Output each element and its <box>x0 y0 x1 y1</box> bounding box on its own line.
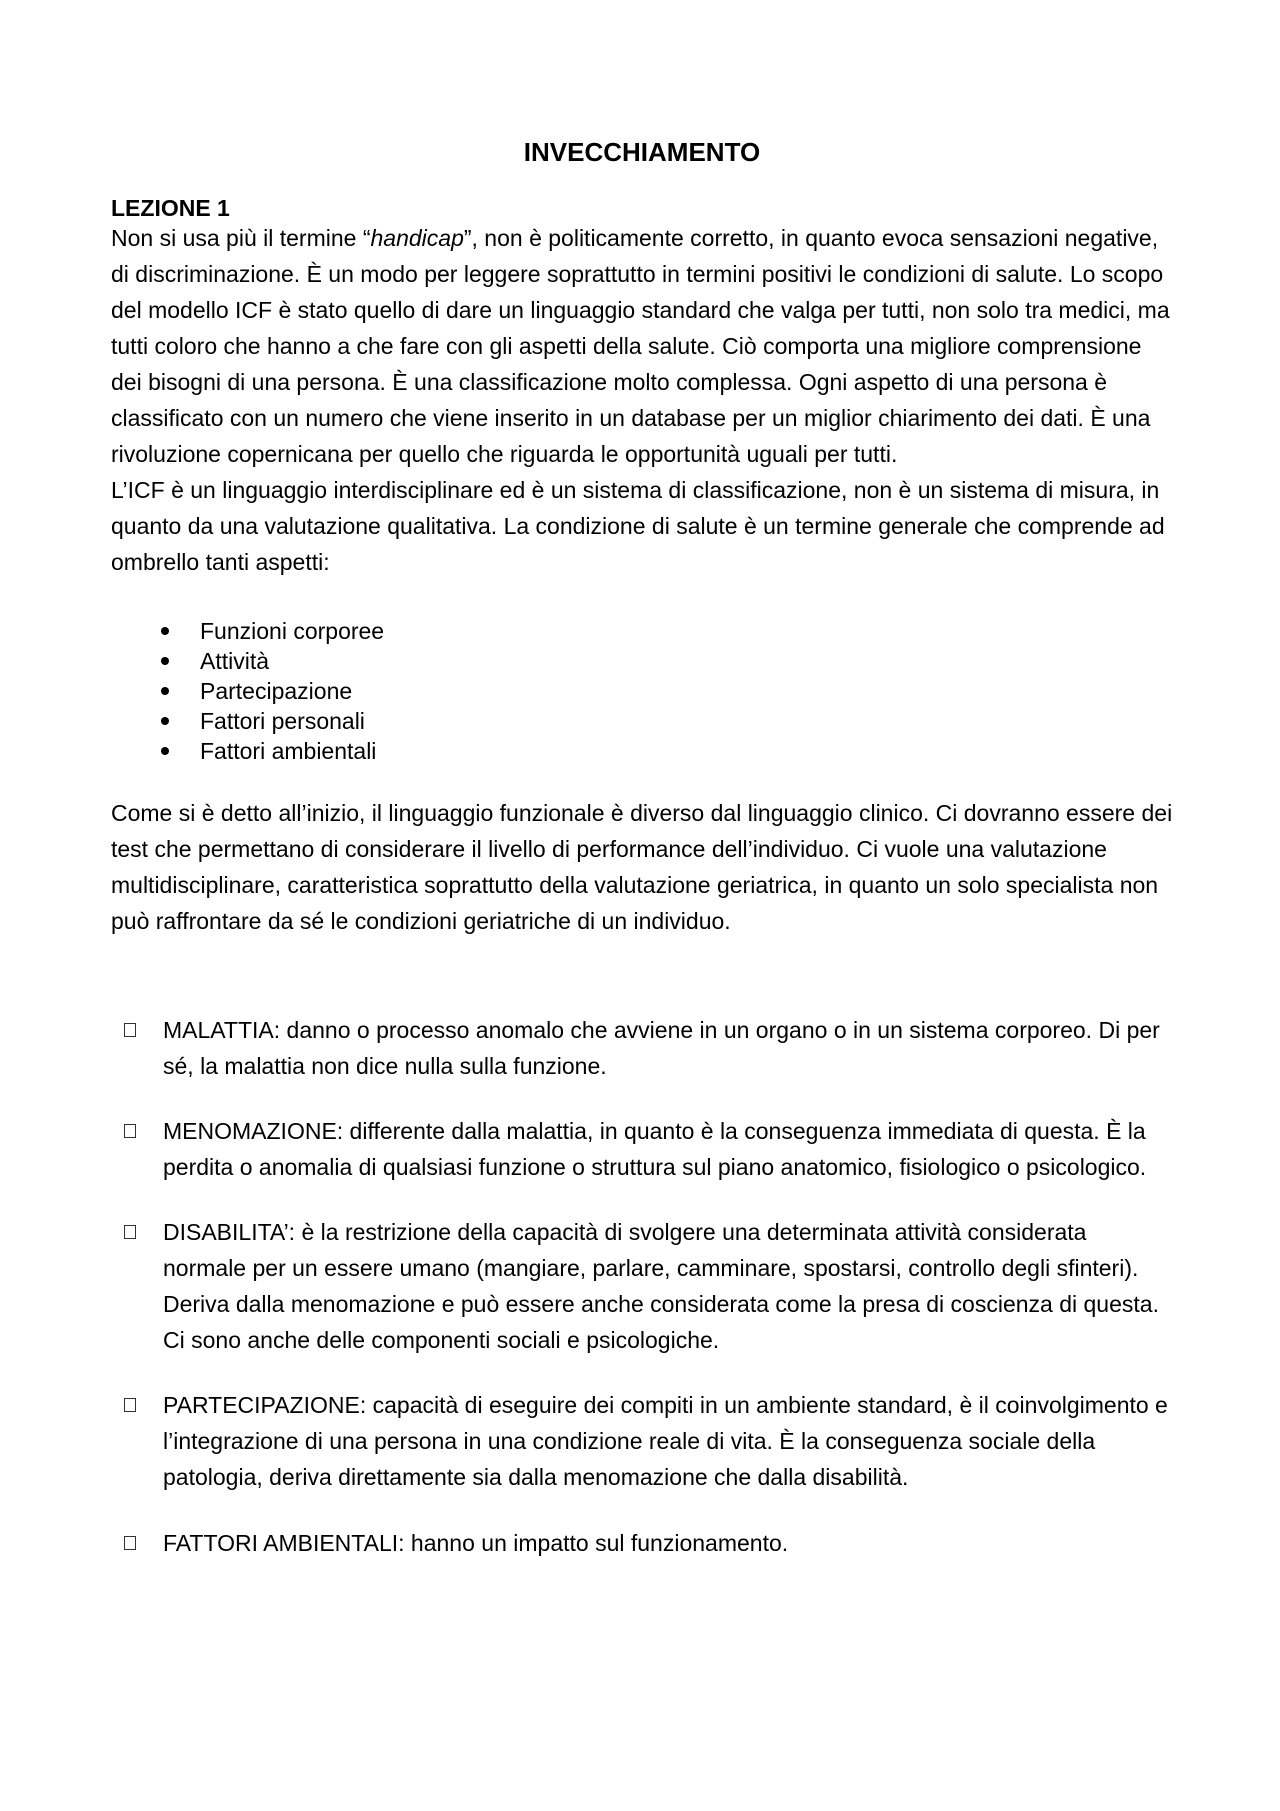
intro-paragraph-second: L’ICF è un linguaggio interdisciplinare ed è un sistema di classificazione, non è un sistema di misura, in quanto da una valutazione qualitativa. La condizione di salute è un termine generale che comprende ad ombrello tanti aspetti: <box>111 477 1165 575</box>
definition-term: PARTECIPAZIONE: <box>163 1392 367 1418</box>
document-title: INVECCHIAMENTO <box>523 137 761 167</box>
definition-term: FATTORI AMBIENTALI: <box>163 1530 405 1556</box>
definition-text: capacità di eseguire dei compiti in un ambiente standard, è il coinvolgimento e l’integrazione di una persona in una condizione reale di vita. È la conseguenza sociale della patologia, deriva direttamente sia dalla menomazione che dalla disabilità. <box>163 1392 1168 1490</box>
definition-term: MENOMAZIONE: <box>163 1118 344 1144</box>
definition-text: è la restrizione della capacità di svolgere una determinata attività considerata normale per un essere umano (mangiare, parlare, camminare, spostarsi, controllo degli sfinteri). Deriva dalla menomazione e può essere anche considerata come la presa di coscienza di questa. Ci sono anche delle componenti sociali e psicologiche. <box>163 1219 1159 1353</box>
definition-item <box>124 1113 1173 1185</box>
definition-text: danno o processo anomalo che avviene in un organo o in un sistema corporeo. Di per sé, la malattia non dice nulla sulla funzione. <box>163 1017 1160 1079</box>
definition-term: MALATTIA: <box>163 1017 281 1043</box>
intro-text-rest: ”, non è politicamente corretto, in quanto evoca sensazioni negative, di discriminazione. È un modo per leggere soprattutto in termini positivi le condizioni di salute. Lo scopo del modello ICF è stato quello di dare un linguaggio standard che valga per tutti, non solo tra medici, ma tutti coloro che hanno a che fare con gli aspetti della salute. Ciò comporta una migliore comprensione dei bisogni di una persona. È una classificazione molto complessa. Ogni aspetto di una persona è classificato con un numero che viene inserito in un database per un miglior chiarimento dei dati. È una rivoluzione copernicana per quello che riguarda le opportunità uguali per tutti. <box>111 225 1170 467</box>
definition-item <box>124 1012 1173 1084</box>
intro-paragraph <box>111 220 1173 580</box>
list-item-label: Partecipazione <box>200 678 353 704</box>
bullet-dot-icon <box>161 687 169 695</box>
list-item <box>161 676 384 706</box>
checkbox-square-icon <box>124 1124 136 1138</box>
list-item-label: Attività <box>200 648 270 674</box>
list-item-label: Fattori personali <box>200 708 365 734</box>
list-item <box>161 616 384 646</box>
checkbox-square-icon <box>124 1398 136 1412</box>
definition-item <box>124 1525 1173 1561</box>
list-item <box>161 736 384 766</box>
bullet-dot-icon <box>161 747 169 755</box>
list-item <box>161 646 384 676</box>
definition-text: differente dalla malattia, in quanto è la conseguenza immediata di questa. È la perdita o anomalia di qualsiasi funzione o struttura sul piano anatomico, fisiologico o psicologico. <box>163 1118 1147 1180</box>
intro-text-start: Non si usa più il termine “ <box>111 225 371 251</box>
lesson-heading: LEZIONE 1 <box>111 195 230 221</box>
checkbox-square-icon <box>124 1023 136 1037</box>
functional-language-text: Come si è detto all’inizio, il linguaggio funzionale è diverso dal linguaggio clinico. Ci dovranno essere dei test che permettano di considerare il livello di performance dell’individuo. Ci vuole una valutazione multidisciplinare, caratteristica soprattutto della valutazione geriatrica, in quanto un solo specialista non può raffrontare da sé le condizioni geriatriche di un individuo. <box>111 800 1173 934</box>
functional-language-paragraph <box>111 795 1173 939</box>
list-item-label: Funzioni corporee <box>200 618 385 644</box>
list-item <box>161 706 384 736</box>
definition-text: hanno un impatto sul funzionamento. <box>404 1530 789 1556</box>
document-page <box>111 0 1173 1811</box>
bullet-dot-icon <box>161 657 169 665</box>
handicap-term: handicap <box>370 225 464 251</box>
intro-paragraph-first <box>111 220 1173 472</box>
bullet-dot-icon <box>161 717 169 725</box>
definitions-list <box>124 1012 1173 1589</box>
definition-item <box>124 1387 1173 1495</box>
checkbox-square-icon <box>124 1536 136 1550</box>
definition-item <box>124 1214 1173 1358</box>
health-aspects-list <box>161 616 384 766</box>
definition-term: DISABILITA’: <box>163 1219 296 1245</box>
checkbox-square-icon <box>124 1225 136 1239</box>
bullet-dot-icon <box>161 627 169 635</box>
list-item-label: Fattori ambientali <box>200 738 377 764</box>
